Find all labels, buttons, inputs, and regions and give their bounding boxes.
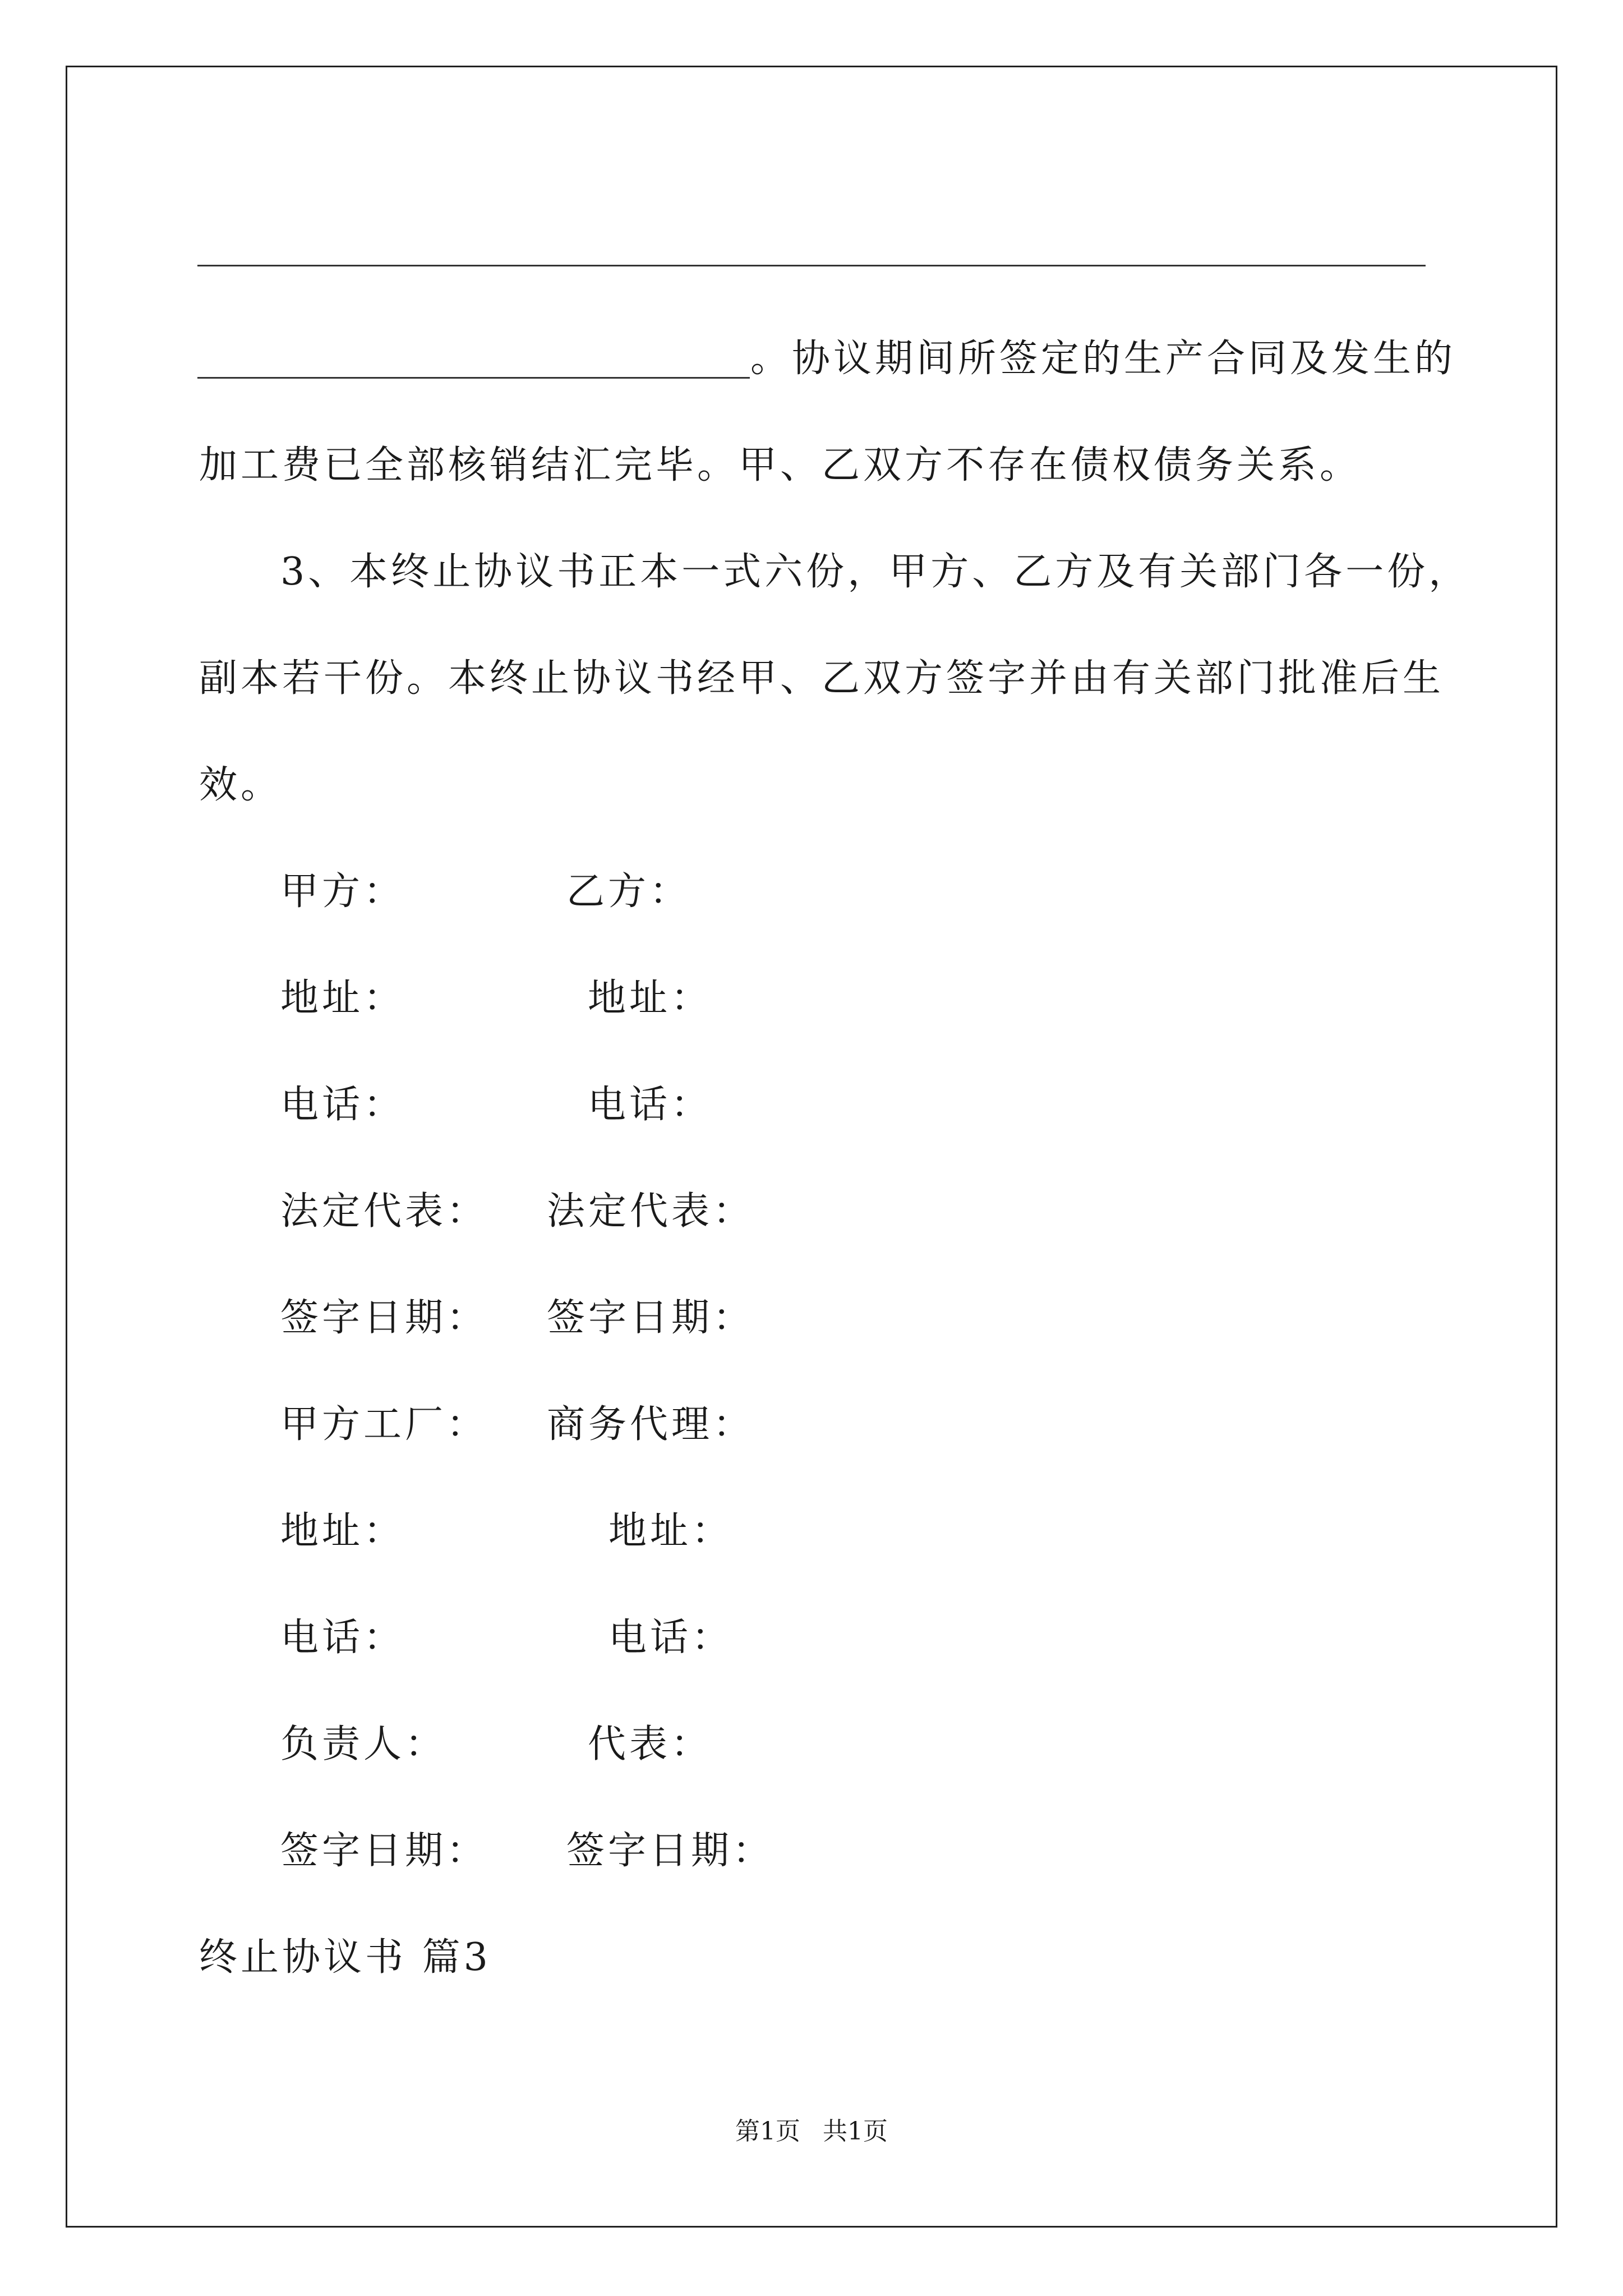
party-a-sign-date-label: 签字日期： — [280, 1296, 488, 1340]
agent-representative-label: 代表： — [588, 1722, 713, 1766]
page-number: 第1页 — [735, 2117, 800, 2146]
party-b-sign-date-label: 签字日期： — [547, 1296, 755, 1340]
body-line-1-tail: 。协议期间所签定的生产合同及发生的 — [750, 337, 1456, 381]
party-a-address-label: 地址： — [280, 976, 405, 1020]
party-a-factory-label: 甲方工厂： — [280, 1402, 488, 1447]
blank-rule-full — [197, 265, 1426, 266]
party-b-address-label: 地址： — [588, 976, 713, 1020]
page-footer — [0, 2119, 1623, 2144]
page-frame — [66, 66, 1557, 2228]
party-a-legal-rep-label: 法定代表： — [280, 1189, 488, 1234]
body-line-2: 加工费已全部核销结汇完毕。甲、乙双方不存在债权债务关系。 — [199, 443, 1362, 487]
party-b-legal-rep-label: 法定代表： — [547, 1189, 755, 1234]
factory-address-label: 地址： — [280, 1509, 405, 1553]
agent-address-label: 地址： — [608, 1509, 734, 1553]
business-agent-label: 商务代理： — [547, 1402, 755, 1447]
section-heading: 终止协议书 篇3 — [199, 1935, 491, 1980]
factory-manager-label: 负责人： — [280, 1722, 447, 1766]
blank-rule-partial — [197, 377, 750, 379]
party-b-label: 乙方： — [566, 869, 691, 914]
party-a-label: 甲方： — [280, 869, 405, 914]
party-a-phone-label: 电话： — [280, 1083, 405, 1127]
agent-phone-label: 电话： — [608, 1616, 734, 1660]
factory-phone-label: 电话： — [280, 1616, 405, 1660]
party-b-phone-label: 电话： — [588, 1083, 713, 1127]
page-total: 共1页 — [823, 2117, 888, 2146]
factory-sign-date-label: 签字日期： — [280, 1829, 488, 1873]
clause-3-line-2: 副本若干份。本终止协议书经甲、乙双方签字并由有关部门批准后生 — [199, 656, 1445, 701]
agent-sign-date-label: 签字日期： — [566, 1829, 774, 1873]
clause-3-line-3: 效。 — [199, 763, 283, 807]
clause-3-line-1: 3、本终止协议书正本一式六份，甲方、乙方及有关部门各一份， — [280, 550, 1470, 594]
